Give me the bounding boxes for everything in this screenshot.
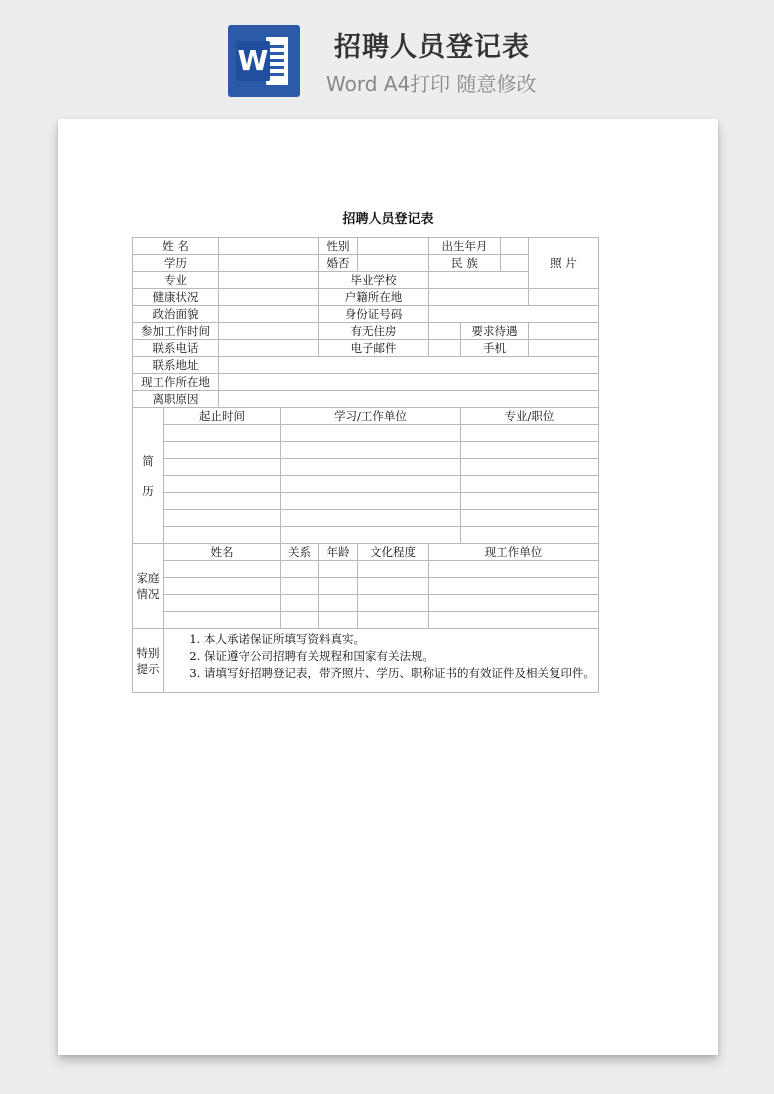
school-field[interactable] <box>429 272 529 289</box>
table-row <box>133 459 599 476</box>
label-birth: 出生年月 <box>429 238 501 255</box>
label-marital: 婚否 <box>319 255 358 272</box>
salary-field[interactable] <box>529 323 599 340</box>
label-hukou: 户籍所在地 <box>319 289 429 306</box>
id-number-field[interactable] <box>429 306 599 323</box>
hukou-field[interactable] <box>429 289 529 306</box>
resume-position-field[interactable] <box>461 493 599 510</box>
table-row <box>133 612 599 629</box>
resume-position-field[interactable] <box>461 527 599 544</box>
label-id-number: 身份证号码 <box>319 306 429 323</box>
family-age-field[interactable] <box>319 612 358 629</box>
family-age-field[interactable] <box>319 561 358 578</box>
label-health: 健康状况 <box>133 289 219 306</box>
family-relation-field[interactable] <box>281 612 319 629</box>
workplace-field[interactable] <box>219 374 599 391</box>
table-row <box>133 476 599 493</box>
resume-organization-field[interactable] <box>281 493 461 510</box>
resume-period-field[interactable] <box>164 510 281 527</box>
gender-field[interactable] <box>358 238 429 255</box>
family-education-field[interactable] <box>358 612 429 629</box>
document-title: 招聘人员登记表 <box>342 212 434 227</box>
note-item: 2. 保证遵守公司招聘有关规程和国家有关法规。 <box>204 648 596 665</box>
label-mobile: 手机 <box>461 340 529 357</box>
family-header-workplace: 现工作单位 <box>429 544 599 561</box>
name-field[interactable] <box>219 238 319 255</box>
ethnicity-field[interactable] <box>501 255 529 272</box>
housing-field[interactable] <box>429 323 461 340</box>
label-education: 学历 <box>133 255 219 272</box>
mobile-field[interactable] <box>529 340 599 357</box>
resume-organization-field[interactable] <box>281 476 461 493</box>
education-field[interactable] <box>219 255 319 272</box>
notes-content <box>164 629 599 693</box>
table-row <box>133 510 599 527</box>
resume-period-field[interactable] <box>164 425 281 442</box>
word-logo-icon <box>228 25 300 97</box>
birth-field[interactable] <box>501 238 529 255</box>
resume-period-field[interactable] <box>164 459 281 476</box>
notes-section-label: 特别 提示 <box>133 629 164 693</box>
label-work-start: 参加工作时间 <box>133 323 219 340</box>
table-row <box>133 442 599 459</box>
label-school: 毕业学校 <box>319 272 429 289</box>
table-row <box>133 425 599 442</box>
leave-reason-field[interactable] <box>219 391 599 408</box>
table-row <box>133 493 599 510</box>
table-row <box>133 527 599 544</box>
label-workplace: 现工作所在地 <box>133 374 219 391</box>
resume-period-field[interactable] <box>164 527 281 544</box>
family-age-field[interactable] <box>319 578 358 595</box>
family-header-education: 文化程度 <box>358 544 429 561</box>
hukou-extra-field[interactable] <box>529 289 599 306</box>
page-subtitle: Word A4打印 随意修改 <box>326 72 537 96</box>
family-name-field[interactable] <box>164 612 281 629</box>
family-workplace-field[interactable] <box>429 612 599 629</box>
email-field[interactable] <box>429 340 461 357</box>
resume-position-field[interactable] <box>461 510 599 527</box>
resume-position-field[interactable] <box>461 442 599 459</box>
resume-header-period: 起止时间 <box>164 408 281 425</box>
label-phone: 联系电话 <box>133 340 219 357</box>
family-age-field[interactable] <box>319 595 358 612</box>
table-row <box>133 595 599 612</box>
family-education-field[interactable] <box>358 595 429 612</box>
family-education-field[interactable] <box>358 578 429 595</box>
label-address: 联系地址 <box>133 357 219 374</box>
word-letter: W <box>236 41 270 81</box>
label-salary: 要求待遇 <box>461 323 529 340</box>
note-item: 3. 请填写好招聘登记表，带齐照片、学历、职称证书的有效证件及相关复印件。 <box>204 665 596 682</box>
major-field[interactable] <box>219 272 319 289</box>
label-leave-reason: 离职原因 <box>133 391 219 408</box>
family-relation-field[interactable] <box>281 595 319 612</box>
resume-section-label: 简 历 <box>133 408 164 544</box>
family-workplace-field[interactable] <box>429 578 599 595</box>
health-field[interactable] <box>219 289 319 306</box>
family-header-name: 姓名 <box>164 544 281 561</box>
resume-header-position: 专业/职位 <box>461 408 599 425</box>
family-relation-field[interactable] <box>281 561 319 578</box>
resume-period-field[interactable] <box>164 476 281 493</box>
family-section-label: 家庭 情况 <box>133 544 164 629</box>
marital-field[interactable] <box>358 255 429 272</box>
address-field[interactable] <box>219 357 599 374</box>
family-name-field[interactable] <box>164 561 281 578</box>
note-item: 1. 本人承诺保证所填写资料真实。 <box>204 631 596 648</box>
work-start-field[interactable] <box>219 323 319 340</box>
registration-form-table <box>132 237 599 693</box>
phone-field[interactable] <box>219 340 319 357</box>
resume-organization-field[interactable] <box>281 459 461 476</box>
political-field[interactable] <box>219 306 319 323</box>
resume-period-field[interactable] <box>164 493 281 510</box>
label-major: 专业 <box>133 272 219 289</box>
family-education-field[interactable] <box>358 561 429 578</box>
family-workplace-field[interactable] <box>429 561 599 578</box>
page-title: 招聘人员登记表 <box>334 32 530 63</box>
label-political: 政治面貌 <box>133 306 219 323</box>
resume-position-field[interactable] <box>461 459 599 476</box>
resume-header-organization: 学习/工作单位 <box>281 408 461 425</box>
notes-list <box>168 631 596 682</box>
resume-period-field[interactable] <box>164 442 281 459</box>
document-page <box>58 119 718 1055</box>
label-ethnicity: 民 族 <box>429 255 501 272</box>
label-name: 姓 名 <box>133 238 219 255</box>
resume-organization-field[interactable] <box>281 510 461 527</box>
resume-organization-field[interactable] <box>281 425 461 442</box>
family-name-field[interactable] <box>164 578 281 595</box>
label-gender: 性别 <box>319 238 358 255</box>
photo-cell[interactable]: 照 片 <box>529 238 599 289</box>
family-header-relation: 关系 <box>281 544 319 561</box>
table-row <box>133 561 599 578</box>
family-relation-field[interactable] <box>281 578 319 595</box>
family-workplace-field[interactable] <box>429 595 599 612</box>
family-name-field[interactable] <box>164 595 281 612</box>
resume-position-field[interactable] <box>461 425 599 442</box>
table-row <box>133 578 599 595</box>
label-housing: 有无住房 <box>319 323 429 340</box>
resume-position-field[interactable] <box>461 476 599 493</box>
resume-organization-field[interactable] <box>281 527 461 544</box>
label-email: 电子邮件 <box>319 340 429 357</box>
family-header-age: 年龄 <box>319 544 358 561</box>
resume-organization-field[interactable] <box>281 442 461 459</box>
